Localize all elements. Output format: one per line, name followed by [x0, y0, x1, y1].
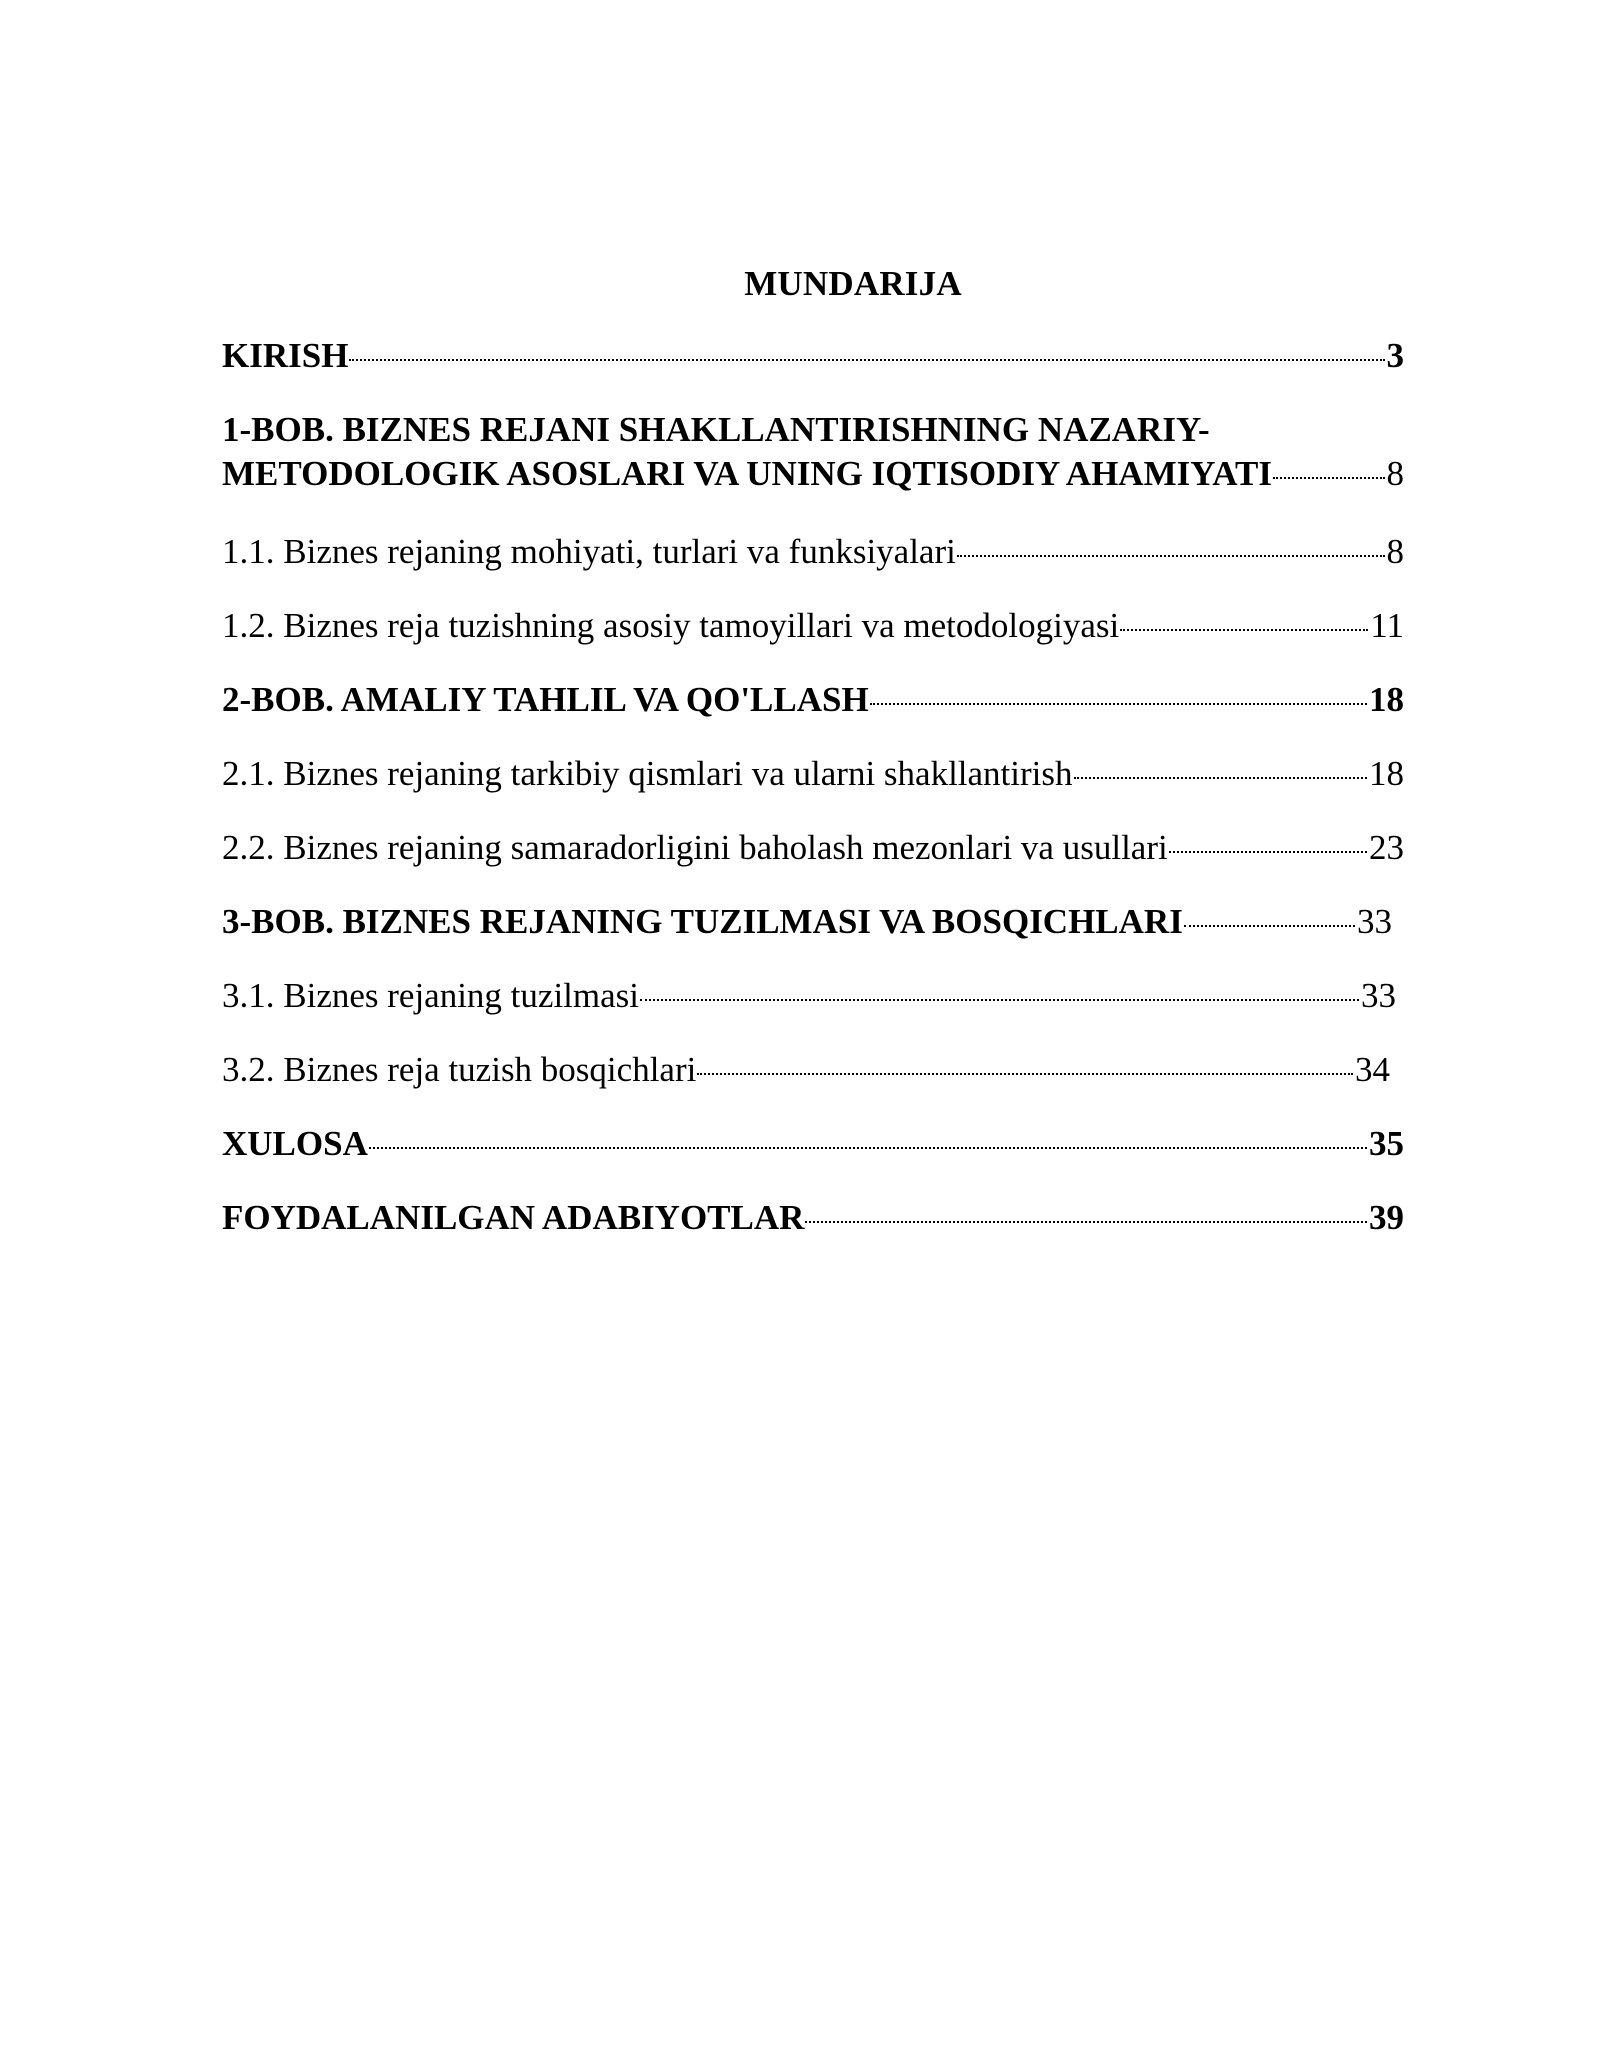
toc-page-number: 3: [1386, 336, 1404, 375]
toc-page-number: 35: [1369, 1124, 1404, 1163]
toc-page-number: 18: [1369, 754, 1404, 793]
toc-entry-chapter-1[interactable]: [222, 408, 1404, 496]
toc-dot-leader: [1074, 777, 1367, 779]
toc-title: MUNDARIJA: [744, 264, 962, 303]
toc-dot-leader: [1273, 477, 1385, 479]
toc-entry-section-1-2[interactable]: [222, 604, 1404, 648]
toc-entry-chapter-3[interactable]: [222, 900, 1392, 944]
toc-dot-leader: [1169, 851, 1367, 853]
toc-page-number: 39: [1369, 1198, 1404, 1237]
toc-entry-kirish[interactable]: [222, 334, 1404, 378]
toc-entry-label: XULOSA: [222, 1124, 368, 1163]
toc-dot-leader: [349, 359, 1384, 361]
toc-dot-leader: [1184, 925, 1355, 927]
toc-dot-leader: [369, 1147, 1367, 1149]
toc-entry-label: 3.1. Biznes rejaning tuzilmasi: [222, 976, 639, 1015]
toc-entry-label: 3.2. Biznes reja tuzish bosqichlari: [222, 1050, 697, 1089]
toc-page-number: 8: [1386, 532, 1404, 571]
toc-entry-section-1-1[interactable]: [222, 530, 1404, 574]
toc-page-number: 33: [1357, 902, 1392, 941]
toc-entry-label: 2.1. Biznes rejaning tarkibiy qismlari va ularni shakllantirish: [222, 754, 1073, 793]
toc-page-number: 18: [1369, 680, 1404, 719]
toc-dot-leader: [640, 999, 1359, 1001]
toc-entry-label: 1.1. Biznes rejaning mohiyati, turlari va funksiyalari: [222, 532, 956, 571]
toc-entry-section-3-2[interactable]: [222, 1048, 1390, 1092]
toc-page-number: 23: [1369, 828, 1404, 867]
toc-entry-section-2-1[interactable]: [222, 752, 1404, 796]
toc-entry-label: FOYDALANILGAN ADABIYOTLAR: [222, 1198, 805, 1237]
toc-entry-label: 3-BOB. BIZNES REJANING TUZILMASI VA BOSQICHLARI: [222, 902, 1183, 941]
toc-dot-leader: [870, 703, 1367, 705]
toc-entry-section-2-2[interactable]: [222, 826, 1404, 870]
toc-page-number: 33: [1361, 976, 1396, 1015]
toc-dot-leader: [697, 1073, 1353, 1075]
toc-page-number: 8: [1386, 454, 1404, 493]
toc-page-number: 11: [1370, 606, 1404, 645]
toc-entry-references[interactable]: [222, 1196, 1404, 1240]
toc-entry-label: KIRISH: [222, 336, 349, 375]
toc-entry-label: 1.2. Biznes reja tuzishning asosiy tamoyillari va metodologiyasi: [222, 606, 1120, 645]
toc-entry-line2: [222, 452, 1404, 496]
toc-entry-label-line1: 1-BOB. BIZNES REJANI SHAKLLANTIRISHNING NAZARIY-: [222, 410, 1210, 449]
toc-entry-section-3-1[interactable]: [222, 974, 1396, 1018]
toc-entry-label: 2.2. Biznes rejaning samaradorligini baholash mezonlari va usullari: [222, 828, 1168, 867]
toc-dot-leader: [957, 555, 1385, 557]
toc-dot-leader: [805, 1221, 1367, 1223]
toc-dot-leader: [1120, 629, 1368, 631]
toc-page-number: 34: [1355, 1050, 1390, 1089]
toc-entry-xulosa[interactable]: [222, 1122, 1404, 1166]
toc-entry-label: 2-BOB. AMALIY TAHLIL VA QO'LLASH: [222, 680, 869, 719]
toc-entry-label-line2: METODOLOGIK ASOSLARI VA UNING IQTISODIY AHAMIYATI: [222, 454, 1272, 493]
toc-entry-chapter-2[interactable]: [222, 678, 1404, 722]
